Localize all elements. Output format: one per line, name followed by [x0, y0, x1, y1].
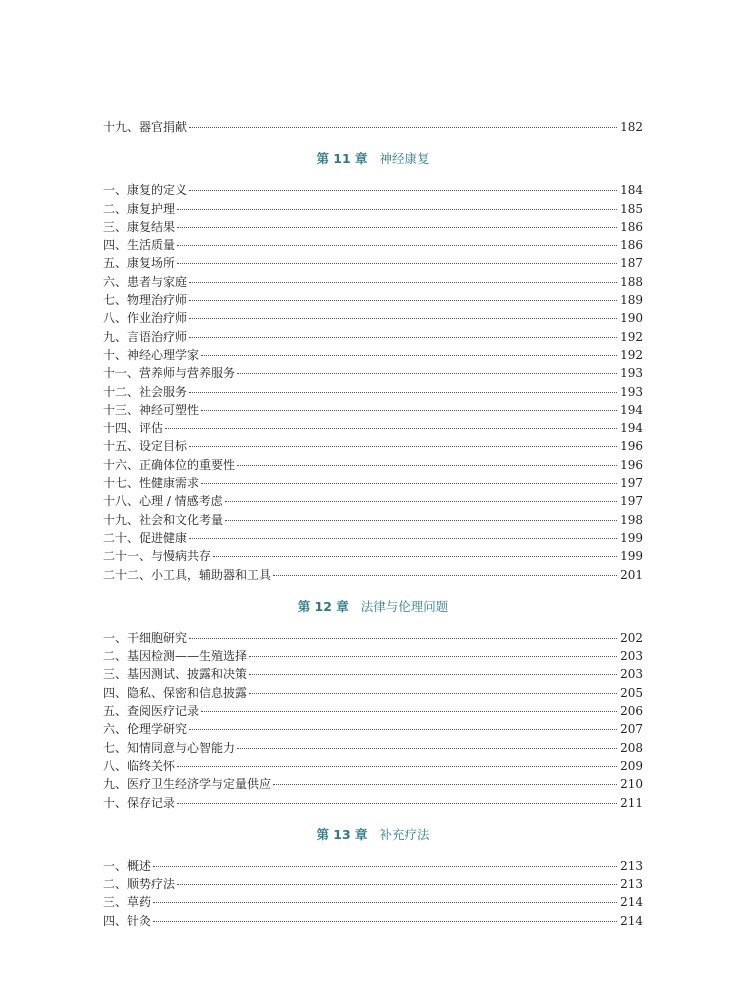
toc-entry-label: 十四、评估 — [103, 421, 164, 436]
toc-entry[interactable] — [103, 739, 643, 757]
toc-entry-page: 187 — [620, 256, 643, 271]
toc-entry-page: 211 — [620, 795, 643, 810]
toc-entry[interactable] — [103, 492, 643, 510]
dot-leader — [177, 263, 617, 264]
chapter-heading — [103, 598, 643, 616]
toc-entry[interactable] — [103, 118, 643, 136]
toc-entry-page: 213 — [620, 877, 643, 892]
dot-leader — [201, 410, 617, 411]
toc-entry-page: 205 — [620, 685, 643, 700]
toc-entry-page: 194 — [620, 402, 643, 417]
dot-leader — [177, 884, 617, 885]
toc-entry-label: 十一、营养师与营养服务 — [103, 366, 236, 381]
dot-leader — [273, 575, 617, 576]
toc-entry[interactable] — [103, 684, 643, 702]
toc-entry[interactable] — [103, 912, 643, 930]
toc-entry[interactable] — [103, 328, 643, 346]
dot-leader — [153, 866, 617, 867]
toc-entry-label: 二、康复护理 — [103, 201, 176, 216]
toc-entry-page: 182 — [620, 120, 643, 134]
toc-entry-page: 213 — [620, 858, 643, 873]
toc-entry-page: 196 — [620, 457, 643, 472]
toc-entry-page: 190 — [620, 311, 643, 326]
toc-entry-page: 201 — [620, 567, 643, 582]
toc-entry-page: 192 — [620, 347, 643, 362]
toc-entry[interactable] — [103, 511, 643, 529]
toc-entry-label: 二十一、与慢病共存 — [103, 549, 212, 564]
dot-leader — [177, 227, 617, 228]
toc-entry[interactable] — [103, 383, 643, 401]
toc-entry-page: 198 — [620, 512, 643, 527]
dot-leader — [237, 748, 617, 749]
toc-entry[interactable] — [103, 291, 643, 309]
dot-leader — [225, 501, 617, 502]
dot-leader — [225, 520, 617, 521]
toc-entry-page: 192 — [620, 329, 643, 344]
toc-entry-label: 四、生活质量 — [103, 238, 176, 253]
toc-entry-page: 199 — [620, 530, 643, 545]
dot-leader — [189, 127, 617, 128]
dot-leader — [189, 392, 617, 393]
toc-entry-page: 186 — [620, 219, 643, 234]
dot-leader — [153, 902, 617, 903]
dot-leader — [189, 446, 617, 447]
toc-entry-page: 208 — [620, 740, 643, 755]
toc-entry-page: 189 — [620, 293, 643, 308]
toc-entry-label: 一、干细胞研究 — [103, 630, 188, 645]
toc-entry-page: 194 — [620, 421, 643, 436]
toc-entry-label: 一、康复的定义 — [103, 183, 188, 198]
toc-entry-label: 十三、神经可塑性 — [103, 402, 200, 417]
toc-entry-label: 四、隐私、保密和信息披露 — [103, 685, 248, 700]
toc-entry-page: 185 — [620, 201, 643, 216]
toc-entry[interactable] — [103, 364, 643, 382]
dot-leader — [189, 337, 617, 338]
chapter-heading — [103, 826, 643, 844]
toc-entry-page: 209 — [620, 758, 643, 773]
chapter-number: 第 12 章 — [297, 598, 349, 614]
toc-entry-label: 十、神经心理学家 — [103, 347, 200, 362]
toc-entry[interactable] — [103, 437, 643, 455]
toc-entry-label: 七、知情同意与心智能力 — [103, 740, 236, 755]
toc-entry[interactable] — [103, 775, 643, 793]
dot-leader — [189, 729, 617, 730]
toc-entry[interactable] — [103, 893, 643, 911]
toc-entry-label: 十八、心理 / 情感考虑 — [103, 494, 223, 509]
toc-entry-page: 203 — [620, 667, 643, 682]
dot-leader — [177, 766, 617, 767]
dot-leader — [273, 784, 617, 785]
toc-entry-label: 六、患者与家庭 — [103, 274, 188, 289]
chapter-title: 补充疗法 — [379, 826, 430, 842]
toc-entry-page: 186 — [620, 238, 643, 253]
dot-leader — [177, 245, 617, 246]
toc-entry-page: 210 — [620, 777, 643, 792]
toc-entry[interactable] — [103, 665, 643, 683]
toc-entry-label: 二十二、小工具，辅助器和工具 — [103, 567, 272, 582]
toc-entry[interactable] — [103, 857, 643, 875]
toc-entry-label: 九、言语治疗师 — [103, 329, 188, 344]
dot-leader — [249, 693, 617, 694]
dot-leader — [177, 209, 617, 210]
dot-leader — [189, 300, 617, 301]
dot-leader — [249, 674, 617, 675]
toc-entry-page: 196 — [620, 439, 643, 454]
toc-entry-label: 一、概述 — [103, 858, 152, 873]
dot-leader — [201, 711, 617, 712]
toc-entry[interactable] — [103, 309, 643, 327]
chapter-number: 第 11 章 — [316, 151, 368, 167]
toc-entry[interactable] — [103, 702, 643, 720]
toc-entry-label: 五、查阅医疗记录 — [103, 704, 200, 719]
toc-entry[interactable] — [103, 218, 643, 236]
toc-entry[interactable] — [103, 254, 643, 272]
dot-leader — [165, 428, 617, 429]
toc-entry[interactable] — [103, 236, 643, 254]
toc-entry-page: 214 — [620, 913, 643, 928]
toc-entry-page: 203 — [620, 649, 643, 664]
chapter-title: 神经康复 — [379, 151, 430, 167]
toc-entry-page: 193 — [620, 366, 643, 381]
toc-entry-page: 214 — [620, 895, 643, 910]
toc-entry-label: 三、基因测试、披露和决策 — [103, 667, 248, 682]
dot-leader — [153, 921, 617, 922]
dot-leader — [189, 318, 617, 319]
toc-entry[interactable] — [103, 419, 643, 437]
toc-entry-label: 十九、社会和文化考量 — [103, 512, 224, 527]
toc-entry-page: 197 — [620, 494, 643, 509]
dot-leader — [201, 355, 617, 356]
toc-entry[interactable] — [103, 647, 643, 665]
dot-leader — [237, 373, 617, 374]
toc-entry[interactable] — [103, 629, 643, 647]
toc-entry[interactable] — [103, 456, 643, 474]
toc-entry-label: 十七、性健康需求 — [103, 476, 200, 491]
toc-entry-page: 207 — [620, 722, 643, 737]
dot-leader — [189, 190, 617, 191]
toc-entry-label: 四、针灸 — [103, 913, 152, 928]
toc-entry[interactable] — [103, 566, 643, 584]
toc-entry-label: 五、康复场所 — [103, 256, 176, 271]
dot-leader — [189, 638, 617, 639]
toc-entry-page: 202 — [620, 630, 643, 645]
toc-entry[interactable] — [103, 273, 643, 291]
toc-entry-label: 三、草药 — [103, 895, 152, 910]
toc-entry-label: 二、顺势疗法 — [103, 877, 176, 892]
dot-leader — [237, 465, 617, 466]
dot-leader — [189, 538, 617, 539]
toc-entry-label: 八、作业治疗师 — [103, 311, 188, 326]
toc-entry[interactable] — [103, 346, 643, 364]
toc-entry-page: 206 — [620, 704, 643, 719]
dot-leader — [189, 282, 617, 283]
dot-leader — [213, 556, 617, 557]
dot-leader — [177, 803, 617, 804]
toc-entry-page: 193 — [620, 384, 643, 399]
toc-entry-label: 九、医疗卫生经济学与定量供应 — [103, 777, 272, 792]
toc-entry-page: 199 — [620, 549, 643, 564]
toc-entry[interactable] — [103, 547, 643, 565]
toc-entry-label: 十九、器官捐献 — [103, 120, 188, 134]
toc-entry[interactable] — [103, 720, 643, 738]
toc-entry-page: 197 — [620, 476, 643, 491]
toc-entry-label: 十六、正确体位的重要性 — [103, 457, 236, 472]
dot-leader — [249, 656, 617, 657]
dot-leader — [201, 483, 617, 484]
chapter-heading — [103, 150, 643, 168]
toc-entry-page: 184 — [620, 183, 643, 198]
toc-entry[interactable] — [103, 474, 643, 492]
toc-entry-label: 七、物理治疗师 — [103, 293, 188, 308]
table-of-contents — [103, 118, 643, 930]
toc-entry[interactable] — [103, 181, 643, 199]
toc-entry-label: 二十、促进健康 — [103, 530, 188, 545]
toc-entry-label: 十二、社会服务 — [103, 384, 188, 399]
toc-entry[interactable] — [103, 875, 643, 893]
toc-entry-label: 三、康复结果 — [103, 219, 176, 234]
toc-entry[interactable] — [103, 757, 643, 775]
toc-entry[interactable] — [103, 529, 643, 547]
toc-entry[interactable] — [103, 200, 643, 218]
toc-entry-label: 六、伦理学研究 — [103, 722, 188, 737]
toc-entry[interactable] — [103, 401, 643, 419]
toc-entry-page: 188 — [620, 274, 643, 289]
toc-entry-label: 二、基因检测——生殖选择 — [103, 649, 248, 664]
chapter-title: 法律与伦理问题 — [360, 598, 449, 614]
toc-entry[interactable] — [103, 794, 643, 812]
toc-entry-label: 十五、设定目标 — [103, 439, 188, 454]
toc-entry-label: 十、保存记录 — [103, 795, 176, 810]
toc-entry-label: 八、临终关怀 — [103, 758, 176, 773]
chapter-number: 第 13 章 — [316, 826, 368, 842]
